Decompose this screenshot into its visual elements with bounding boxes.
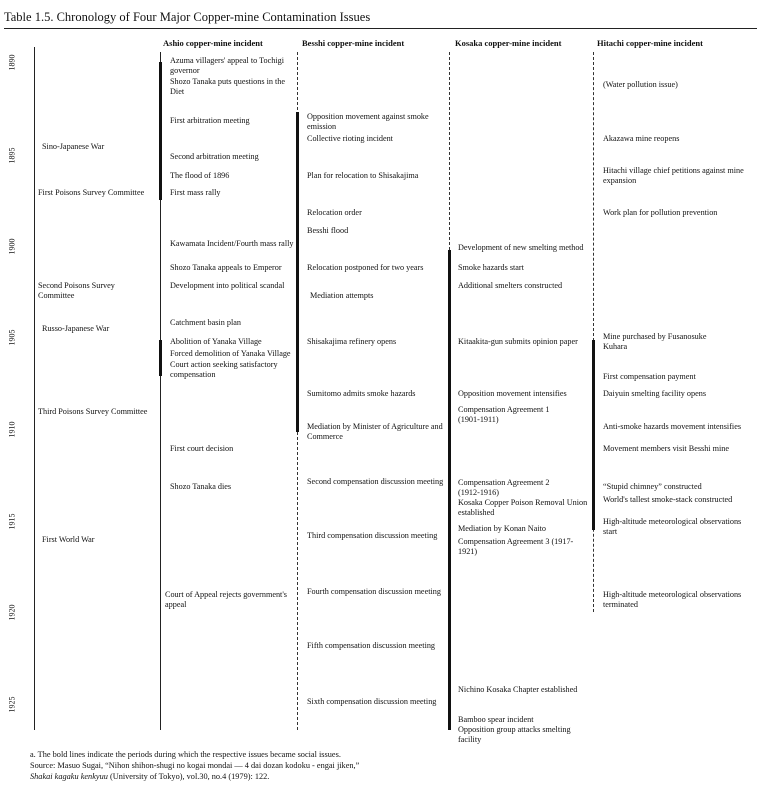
year-label-1925: 1925 <box>7 696 17 713</box>
hitachi-event: “Stupid chimney” constructed <box>603 482 702 491</box>
table-title: Table 1.5. Chronology of Four Major Copper-mine Contamination Issues <box>4 10 371 24</box>
besshi-event: Collective rioting incident <box>307 134 393 143</box>
kosaka-event: Kitaakita-gun submits opinion paper <box>458 337 578 346</box>
ashio-column-heading: Ashio copper-mine incident <box>163 38 263 48</box>
besshi-event: Third compensation discussion meeting <box>307 531 438 540</box>
besshi-event: Fourth compensation discussion meeting <box>307 587 441 596</box>
kosaka-event: Nichino Kosaka Chapter established <box>458 685 578 694</box>
besshi-event: Sumitomo admits smoke hazards <box>307 389 416 398</box>
kosaka-event: Development of new smelting method <box>458 243 584 252</box>
hitachi-event: First compensation payment <box>603 372 696 381</box>
second-poisons-survey-label: Second Poisons Survey Committee <box>38 281 115 300</box>
ashio-event: Development into political scandal <box>170 281 285 290</box>
source-line-2 <box>30 771 359 782</box>
title-rule <box>4 28 757 29</box>
sino-japanese-war-label: Sino-Japanese War <box>42 142 105 151</box>
year-label-1905: 1905 <box>7 329 17 346</box>
ashio-social-issue-period-2 <box>159 340 162 376</box>
ashio-event: Abolition of Yanaka Village <box>170 337 262 346</box>
besshi-event: Fifth compensation discussion meeting <box>307 641 436 650</box>
besshi-event: Opposition movement against smoke emission <box>307 112 429 131</box>
ashio-event: Second arbitration meeting <box>170 152 259 161</box>
source-line-1: Source: Masuo Sugai, “Nihon shihon-shugi no kogai mondai — 4 dai dozan kodoku - engai jiken,” <box>30 761 360 770</box>
year-label-1900: 1900 <box>7 238 17 255</box>
ashio-event: Catchment basin plan <box>170 318 241 327</box>
kosaka-event: Mediation by Konan Naito <box>458 524 546 533</box>
hitachi-event: Daiyuin smelting facility opens <box>603 389 707 398</box>
besshi-column-heading: Besshi copper-mine incident <box>302 38 405 48</box>
hitachi-event: World's tallest smoke-stack constructed <box>603 495 733 504</box>
ashio-event: First arbitration meeting <box>170 116 250 125</box>
hitachi-event: Anti-smoke hazards movement intensifies <box>603 422 742 431</box>
ashio-event: Shozo Tanaka dies <box>170 482 232 491</box>
hitachi-event: Mine purchased by Fusanosuke Kuhara <box>603 332 707 351</box>
besshi-event: Second compensation discussion meeting <box>307 477 444 486</box>
table-footnotes <box>30 749 359 782</box>
kosaka-event: Opposition group attacks smelting facility <box>458 725 571 744</box>
ashio-event: Court action seeking satisfactory compensation <box>170 360 278 379</box>
hitachi-event: Movement members visit Besshi mine <box>603 444 729 453</box>
kosaka-event: Compensation Agreement 3 (1917-1921) <box>458 537 574 556</box>
kosaka-event: Opposition movement intensifies <box>458 389 567 398</box>
kosaka-event: Compensation Agreement 1 (1901-1911) <box>458 405 550 424</box>
kosaka-event: Kosaka Copper Poison Removal Union established <box>458 498 588 517</box>
year-label-1920: 1920 <box>7 604 17 621</box>
first-world-war-label: First World War <box>42 535 95 544</box>
russo-japanese-war-label: Russo-Japanese War <box>42 324 110 333</box>
ashio-event: Court of Appeal rejects government's appeal <box>165 590 287 609</box>
hitachi-social-issue-period <box>592 340 595 530</box>
hitachi-event: Work plan for pollution prevention <box>603 208 718 217</box>
source-journal: Shakai kagaku kenkyuu <box>30 772 108 781</box>
kosaka-event: Compensation Agreement 2 (1912-1916) <box>458 478 550 497</box>
besshi-event: Mediation by Minister of Agriculture and Commerce <box>307 422 443 441</box>
ashio-event: Azuma villagers' appeal to Tochigi governor <box>170 56 284 75</box>
besshi-event: Sixth compensation discussion meeting <box>307 697 437 706</box>
first-poisons-survey-label: First Poisons Survey Committee <box>38 188 145 197</box>
kosaka-event: Additional smelters constructed <box>458 281 563 290</box>
source-details: (University of Tokyo), vol.30, no.4 (1979): 122. <box>107 772 270 781</box>
ashio-event: The flood of 1896 <box>170 171 230 180</box>
footnote-a: a. The bold lines indicate the periods during which the respective issues became social issues. <box>30 750 341 759</box>
year-label-1910: 1910 <box>7 421 17 438</box>
hitachi-event: High-altitude meteorological observations start <box>603 517 742 536</box>
besshi-event: Shisakajima refinery opens <box>307 337 397 346</box>
kosaka-event: Smoke hazards start <box>458 263 524 272</box>
ashio-event: Shozo Tanaka appeals to Emperor <box>170 263 282 272</box>
hitachi-event: Akazawa mine reopens <box>603 134 680 143</box>
third-poisons-survey-label: Third Poisons Survey Committee <box>38 407 148 416</box>
year-label-1890: 1890 <box>7 54 17 71</box>
ashio-event: Shozo Tanaka puts questions in the Diet <box>170 77 286 96</box>
besshi-event: Besshi flood <box>307 226 349 235</box>
kosaka-column-heading: Kosaka copper-mine incident <box>455 38 562 48</box>
year-label-1915: 1915 <box>7 513 17 530</box>
ashio-event: First mass rally <box>170 188 221 197</box>
besshi-social-issue-period <box>296 112 299 432</box>
besshi-event: Relocation postponed for two years <box>307 263 424 272</box>
kosaka-event: Bamboo spear incident <box>458 715 534 724</box>
besshi-event: Mediation attempts <box>310 291 374 300</box>
ashio-social-issue-period-1 <box>159 62 162 200</box>
year-axis-line <box>34 47 35 730</box>
besshi-event: Plan for relocation to Shisakajima <box>307 171 419 180</box>
hitachi-event: High-altitude meteorological observations terminated <box>603 590 742 609</box>
ashio-event: First court decision <box>170 444 234 453</box>
hitachi-event: (Water pollution issue) <box>603 80 678 89</box>
besshi-event: Relocation order <box>307 208 362 217</box>
year-label-1895: 1895 <box>7 147 17 164</box>
hitachi-column-heading: Hitachi copper-mine incident <box>597 38 703 48</box>
hitachi-event: Hitachi village chief petitions against mine expansion <box>603 166 744 185</box>
ashio-event: Forced demolition of Yanaka Village <box>170 349 291 358</box>
kosaka-social-issue-period <box>448 250 451 730</box>
ashio-event: Kawamata Incident/Fourth mass rally <box>170 239 294 248</box>
